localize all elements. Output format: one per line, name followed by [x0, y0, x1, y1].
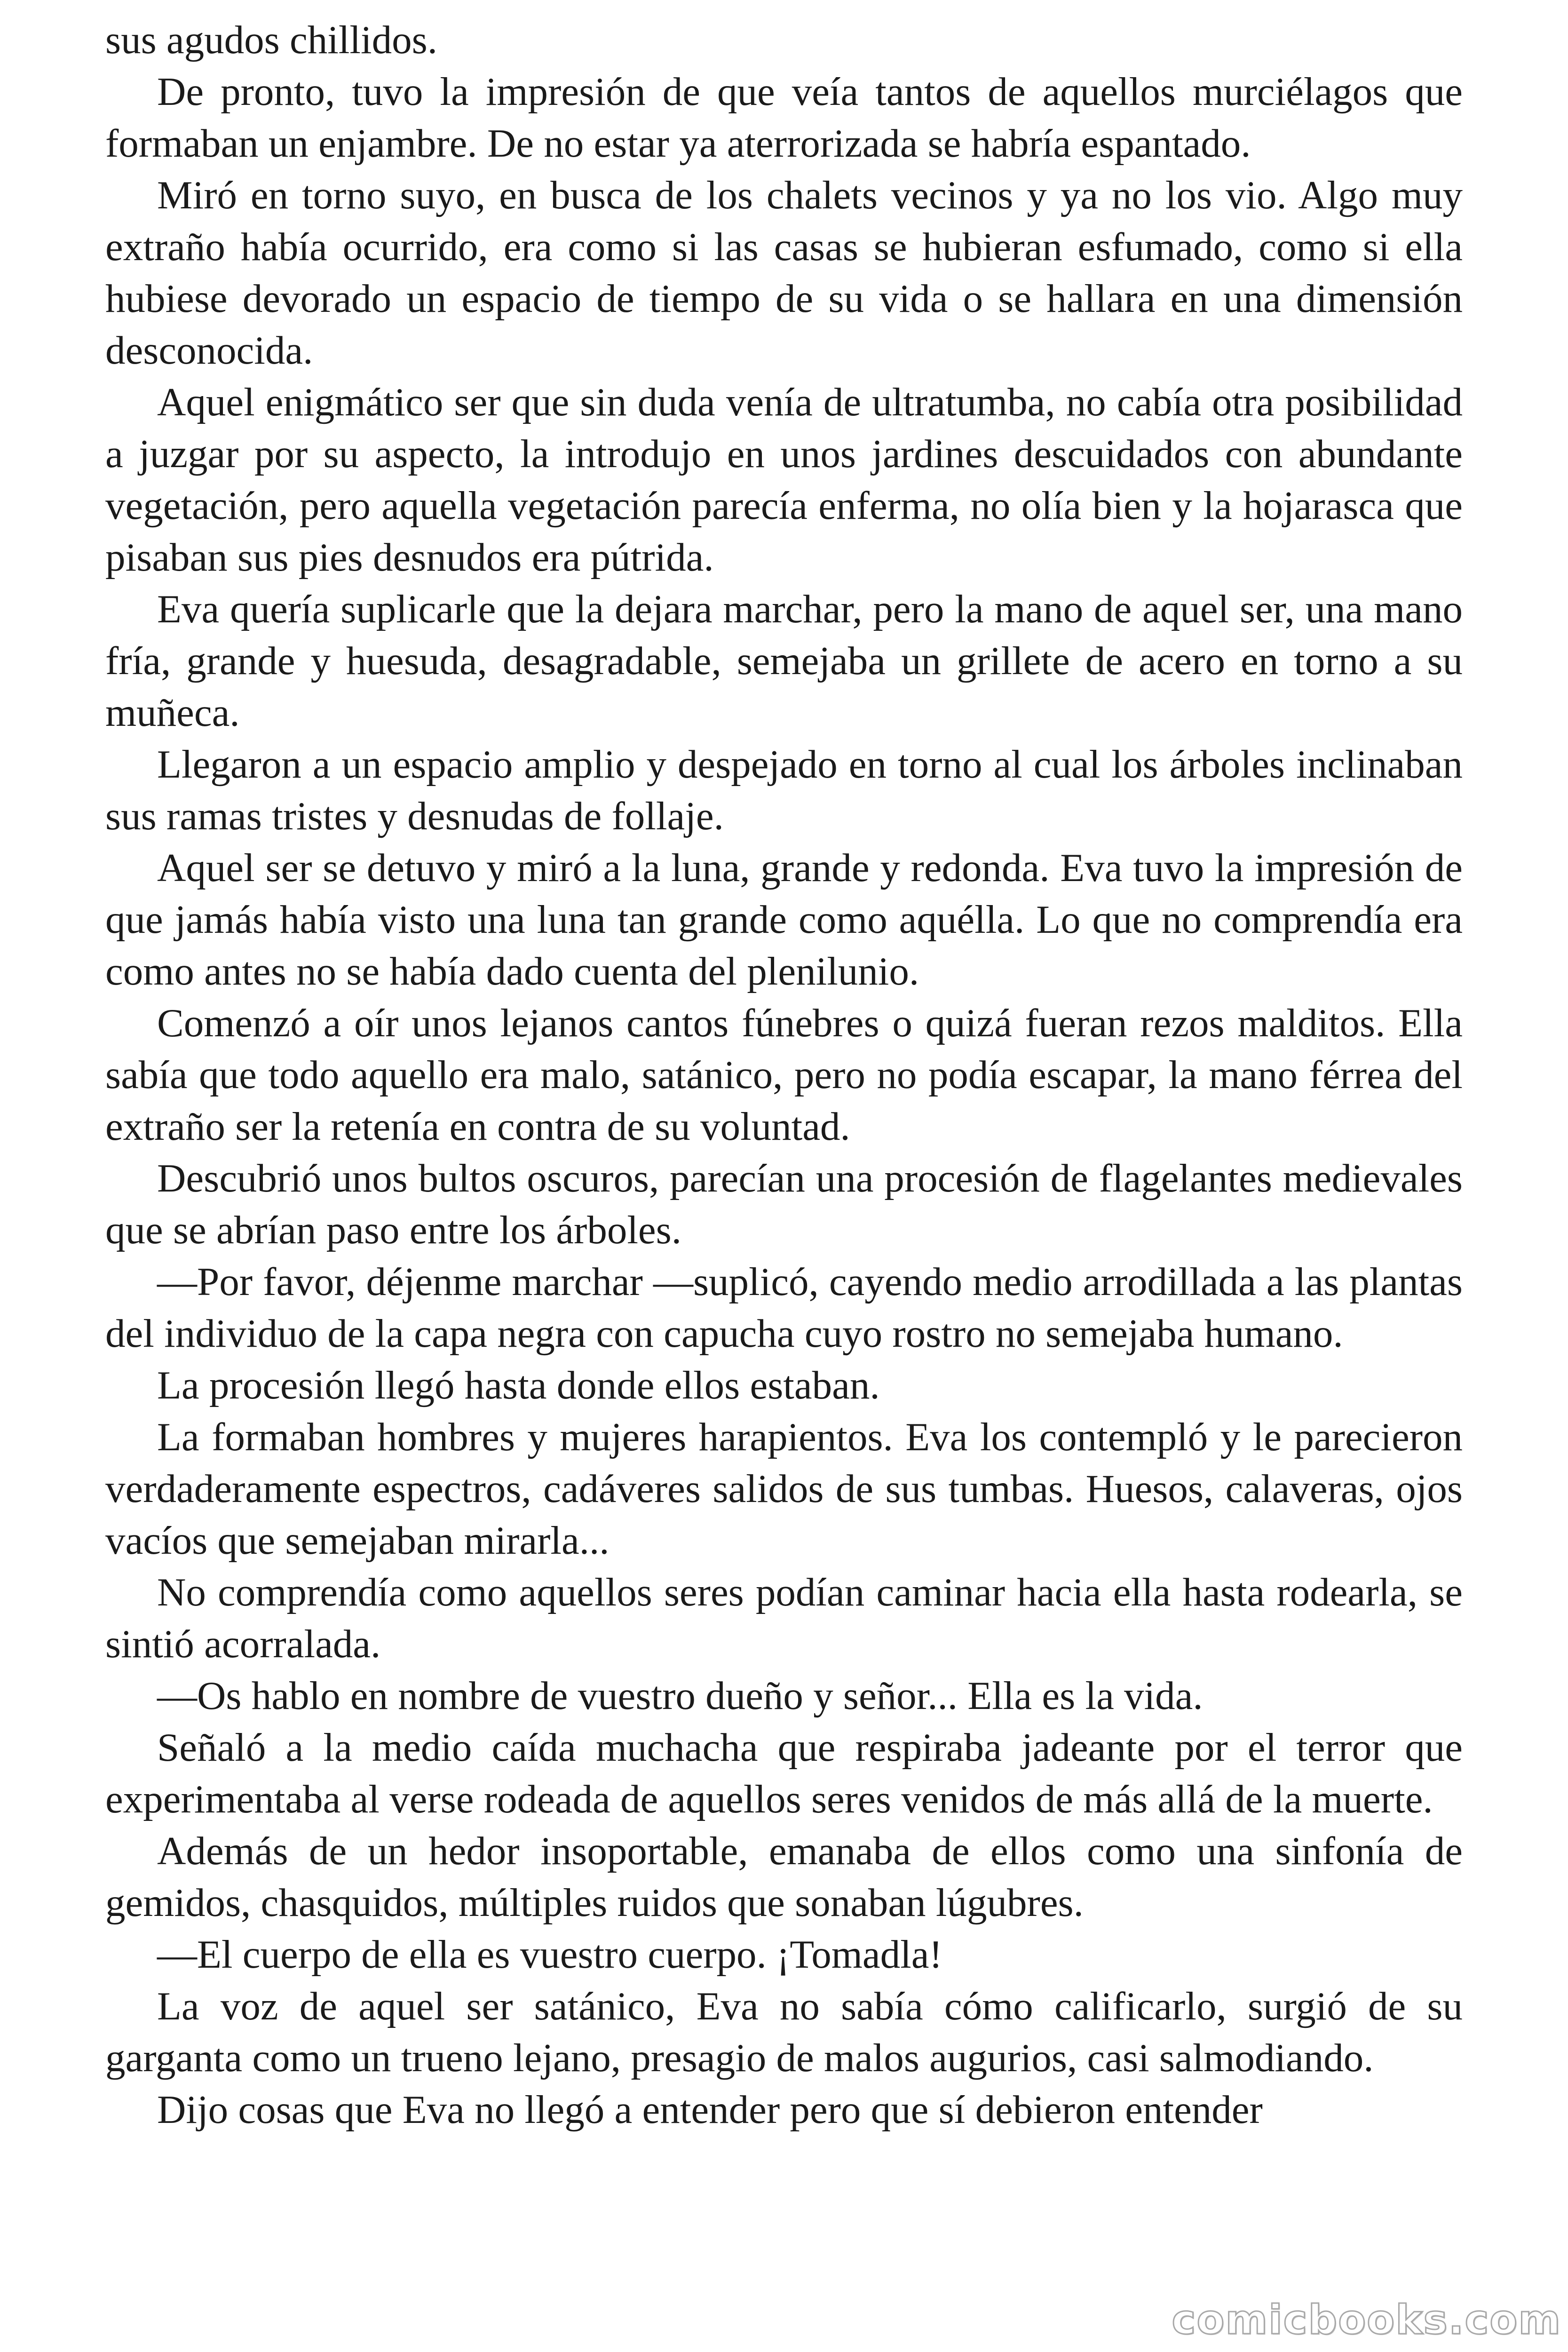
paragraph: Comenzó a oír unos lejanos cantos fúnebres o quizá fueran rezos malditos. Ella sabía que todo aquello era malo, satánico, pero no podía escapar, la mano férrea del extraño ser la retenía en contra de su voluntad. [105, 1001, 1463, 1149]
paragraph: Descubrió unos bultos oscuros, parecían una procesión de flagelantes medievales que se abrían paso entre los árboles. [105, 1156, 1463, 1252]
paragraph: Dijo cosas que Eva no llegó a entender pero que sí debieron entender [157, 2088, 1263, 2132]
paragraph: La procesión llegó hasta donde ellos estaban. [157, 1363, 880, 1407]
watermark-logo: comicbooks.com [1172, 2296, 1561, 2344]
paragraph: Miró en torno suyo, en busca de los chalets vecinos y ya no los vio. Algo muy extraño había ocurrido, era como si las casas se hubieran esfumado, como si ella hubiese devorado un espacio de tiempo de su vida o se hallara en una dimensión desconocida. [105, 173, 1463, 373]
paragraph: De pronto, tuvo la impresión de que veía tantos de aquellos murciélagos que formaban un enjambre. De no estar ya aterrorizada se habría espantado. [105, 70, 1463, 166]
document-page [105, 14, 1463, 2136]
paragraph: Aquel enigmático ser que sin duda venía de ultratumba, no cabía otra posibilidad a juzgar por su aspecto, la introdujo en unos jardines descuidados con abundante vegetación, pero aquella vegetación parecía enferma, no olía bien y la hojarasca que pisaban sus pies desnudos era pútrida. [105, 380, 1463, 580]
paragraph: No comprendía como aquellos seres podían caminar hacia ella hasta rodearla, se sintió acorralada. [105, 1570, 1463, 1666]
paragraph: —Por favor, déjenme marchar —suplicó, cayendo medio arrodillada a las plantas del individuo de la capa negra con capucha cuyo rostro no semejaba humano. [105, 1260, 1463, 1356]
paragraph: La voz de aquel ser satánico, Eva no sabía cómo calificarlo, surgió de su garganta como un trueno lejano, presagio de malos augurios, casi salmodiando. [105, 1984, 1463, 2080]
paragraph: Eva quería suplicarle que la dejara marchar, pero la mano de aquel ser, una mano fría, grande y huesuda, desagradable, semejaba un grillete de acero en torno a su muñeca. [105, 587, 1463, 735]
paragraph: Aquel ser se detuvo y miró a la luna, grande y redonda. Eva tuvo la impresión de que jamás había visto una luna tan grande como aquélla. Lo que no comprendía era como antes no se había dado cuenta del plenilunio. [105, 846, 1463, 993]
paragraph: Además de un hedor insoportable, emanaba de ellos como una sinfonía de gemidos, chasquidos, múltiples ruidos que sonaban lúgubres. [105, 1829, 1463, 1925]
paragraph: Señaló a la medio caída muchacha que respiraba jadeante por el terror que experimentaba al verse rodeada de aquellos seres venidos de más allá de la muerte. [105, 1725, 1463, 1821]
paragraph: —Os hablo en nombre de vuestro dueño y señor... Ella es la vida. [157, 1674, 1203, 1718]
paragraph: —El cuerpo de ella es vuestro cuerpo. ¡Tomadla! [157, 1932, 942, 1977]
paragraph: La formaban hombres y mujeres harapientos. Eva los contempló y le parecieron verdaderamente espectros, cadáveres salidos de sus tumbas. Huesos, calaveras, ojos vacíos que semejaban mirarla... [105, 1415, 1463, 1563]
paragraph: Llegaron a un espacio amplio y despejado en torno al cual los árboles inclinaban sus ramas tristes y desnudas de follaje. [105, 742, 1463, 838]
paragraph: sus agudos chillidos. [105, 18, 437, 62]
